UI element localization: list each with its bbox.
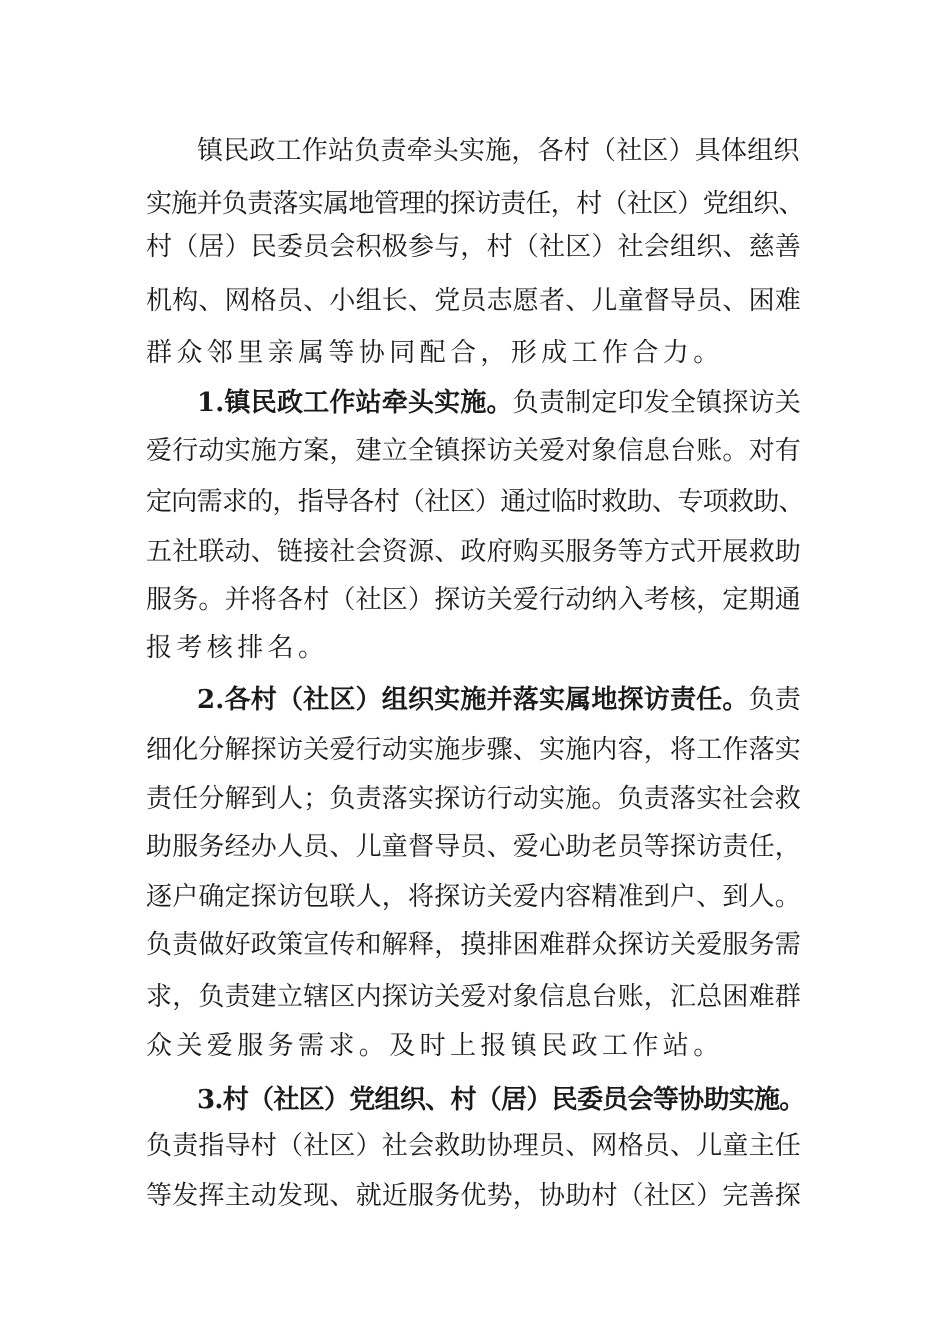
item-1-line bbox=[0, 431, 950, 471]
paragraph-intro-line bbox=[0, 227, 950, 267]
item-1-first-line bbox=[0, 383, 950, 423]
body-text: 细化分解探访关爱行动实施步骤、实施内容，将工作落实 bbox=[146, 735, 802, 765]
body-text: 服务。并将各村（社区）探访关爱行动纳入考核，定期通 bbox=[146, 585, 802, 615]
body-text: 机构、网格员、小组长、党员志愿者、儿童督导员、困难 bbox=[146, 286, 802, 316]
body-text: 逐户确定探访包联人，将探访关爱内容精准到户、到人。 bbox=[146, 882, 802, 912]
body-text: 负责制定印发全镇探访关 bbox=[512, 388, 801, 418]
body-text: 群众邻里亲属等协同配合，形成工作合力。 bbox=[146, 338, 724, 368]
paragraph-intro-line bbox=[0, 281, 950, 321]
body-text: 报考核排名。 bbox=[146, 633, 329, 663]
item-2-line bbox=[0, 730, 950, 770]
item-2-line bbox=[0, 1026, 950, 1066]
item-2-heading: 2.各村（社区）组织实施并落实属地探访责任。 bbox=[197, 685, 749, 715]
item-3-first-line bbox=[0, 1080, 950, 1120]
item-1-line bbox=[0, 580, 950, 620]
paragraph-intro-line bbox=[0, 131, 950, 171]
item-2-line bbox=[0, 925, 950, 965]
body-text: 负责 bbox=[748, 685, 801, 715]
body-text: 助服务经办人员、儿童督导员、爱心助老员等探访责任， bbox=[146, 832, 802, 862]
item-2-line bbox=[0, 877, 950, 917]
item-3-line bbox=[0, 1176, 950, 1216]
paragraph-intro-line bbox=[0, 333, 950, 373]
item-3-line bbox=[0, 1126, 950, 1166]
paragraph-intro-line bbox=[0, 184, 950, 224]
body-text: 定向需求的，指导各村（社区）通过临时救助、专项救助、 bbox=[146, 487, 804, 517]
item-3-heading: 3.村（社区）党组织、村（居）民委员会等协助实施。 bbox=[197, 1085, 805, 1115]
item-2-text bbox=[197, 680, 801, 720]
body-text: 众关爱服务需求。及时上报镇民政工作站。 bbox=[146, 1031, 724, 1061]
body-text: 实施并负责落实属地管理的探访责任，村（社区）党组织、 bbox=[146, 189, 804, 219]
body-text: 负责做好政策宣传和解释，摸排困难群众探访关爱服务需 bbox=[146, 930, 802, 960]
item-1-heading: 1.镇民政工作站牵头实施。 bbox=[197, 388, 513, 418]
body-text: 五社联动、链接社会资源、政府购买服务等方式开展救助 bbox=[146, 537, 802, 567]
body-text: 等发挥主动发现、就近服务优势，协助村（社区）完善探 bbox=[146, 1181, 802, 1211]
item-2-line bbox=[0, 827, 950, 867]
item-1-line bbox=[0, 628, 950, 668]
body-text: 爱行动实施方案，建立全镇探访关爱对象信息台账。对有 bbox=[146, 436, 802, 466]
item-1-line bbox=[0, 532, 950, 572]
body-text: 负责指导村（社区）社会救助协理员、网格员、儿童主任 bbox=[146, 1131, 802, 1161]
item-1-line bbox=[0, 482, 950, 522]
body-text: 求，负责建立辖区内探访关爱对象信息台账，汇总困难群 bbox=[146, 982, 802, 1012]
body-text: 村（居）民委员会积极参与，村（社区）社会组织、慈善 bbox=[146, 232, 802, 262]
body-text: 责任分解到人；负责落实探访行动实施。负责落实社会救 bbox=[146, 784, 802, 814]
body-text: 镇民政工作站负责牵头实施，各村（社区）具体组织 bbox=[197, 136, 800, 166]
item-2-first-line bbox=[0, 680, 950, 720]
item-2-line bbox=[0, 779, 950, 819]
item-2-line bbox=[0, 977, 950, 1017]
item-1-text bbox=[197, 383, 801, 423]
